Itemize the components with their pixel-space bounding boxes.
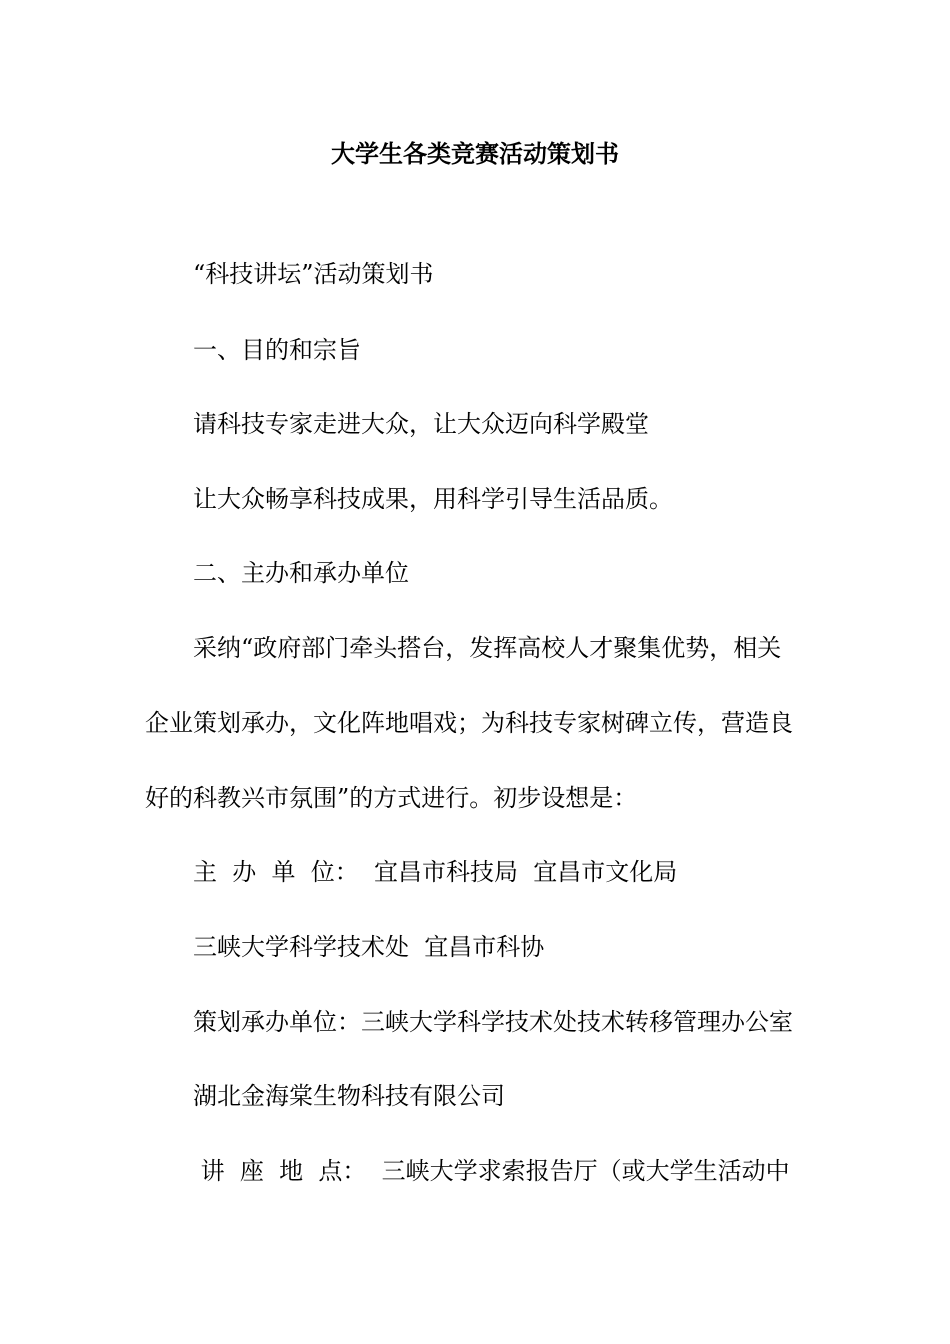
section-heading-organizers: 二、主办和承办单位 [193,559,409,587]
organizer-continued: 湖北金海棠生物科技有限公司 [193,1082,505,1110]
paragraph-line: 好的科教兴市氛围”的方式进行。初步设想是： [145,784,638,812]
paragraph-line: 企业策划承办，文化阵地唱戏；为科技专家树碑立传，营造良 [145,709,793,737]
organizer-line: 策划承办单位：三峡大学科学技术处技术转移管理办公室 [193,1008,793,1036]
host-units-continued: 三峡大学科学技术处 宜昌市科协 [193,933,545,961]
host-units-line: 主 办 单 位： 宜昌市科技局 宜昌市文化局 [193,858,678,886]
paragraph-line: 采纳“政府部门牵头搭台，发挥高校人才聚集优势，相关 [193,634,782,662]
document-title: 大学生各类竞赛活动策划书 [331,139,619,168]
section-heading-activity: “科技讲坛”活动策划书 [193,260,434,288]
paragraph-line: 请科技专家走进大众，让大众迈向科学殿堂 [193,410,649,438]
section-heading-purpose: 一、目的和宗旨 [193,336,361,364]
venue-line: 讲 座 地 点： 三峡大学求索报告厅（或大学生活动中 [193,1157,790,1185]
paragraph-line: 让大众畅享科技成果，用科学引导生活品质。 [193,485,673,513]
